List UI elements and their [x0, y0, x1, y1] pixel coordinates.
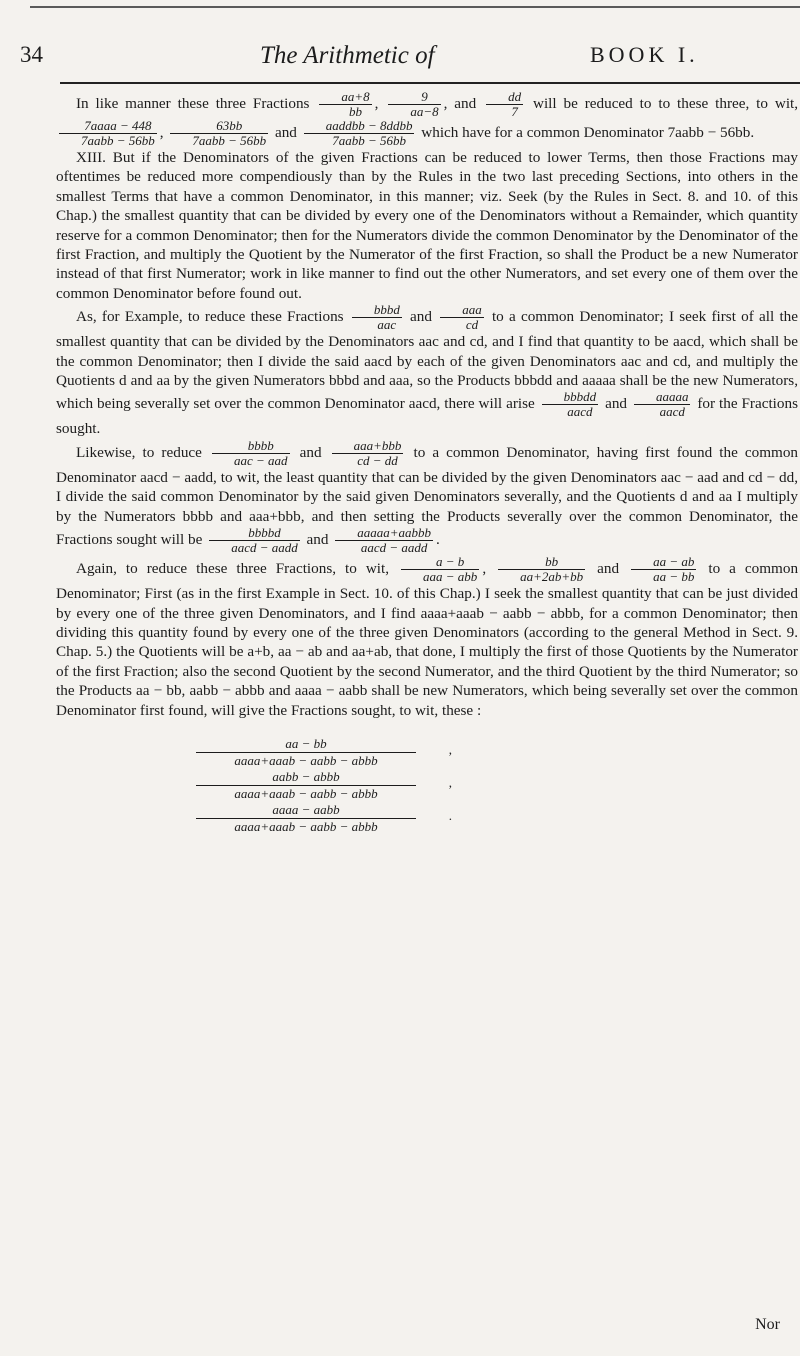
- text-span: to a common Denominator; First (as in the first Example in Sect. 10. of this Chap.) I seek the smallest quantity that can be just divided by every one of the three given Denominators, and I find aaaa+aaab − aabb − abbb, for a common Denominator; then dividing this quantity found by every one of the three given Denominators (according to the general Method in Sect. 9. Chap. 5.) the Quotients will be a+b, aa − ab and aa+ab, that done, I multiply the first of those Quotients by the Numerator of the first Fraction; also the second Quotient by the second Numerator, and the third Quotient by the third Numerator; so the Products aa − bb, aabb − abbb and aaaa − aabb shall be new Numerators, which being severally set over the common Denominator first found, will give the Fractions sought, to wit, these :: [56, 560, 799, 719]
- fraction: [170, 119, 268, 148]
- numerator: aa+8: [319, 90, 371, 105]
- denominator: 7aabb − 56bb: [81, 133, 155, 148]
- fraction: [304, 119, 415, 148]
- numerator: a − b: [401, 555, 479, 570]
- fraction: [542, 390, 599, 419]
- result-fraction: [196, 801, 452, 835]
- numerator: aaa: [440, 303, 484, 318]
- fraction: [209, 526, 300, 555]
- numerator: aa − bb: [196, 736, 416, 753]
- text-span: and: [299, 443, 322, 461]
- numerator: aaddbb − 8ddbb: [304, 119, 415, 134]
- text-span: for the Fractions sought.: [56, 395, 798, 438]
- denominator: aacd: [567, 404, 593, 420]
- numerator: 9: [388, 90, 440, 105]
- denominator: 7aabb − 56bb: [332, 133, 406, 148]
- main-text: [56, 90, 798, 835]
- denominator: aacd: [659, 404, 685, 420]
- text-span: and: [597, 560, 620, 578]
- fraction: [332, 439, 404, 468]
- page-number: 34: [20, 42, 43, 67]
- punctuation: ,: [448, 774, 452, 790]
- text-span: In like manner these three Fractions: [76, 94, 310, 112]
- fraction: [631, 555, 696, 584]
- fraction: [59, 119, 157, 148]
- denominator: bb: [348, 104, 362, 119]
- denominator: aa−8: [410, 104, 439, 119]
- denominator: 7aabb − 56bb: [192, 133, 267, 148]
- text-span: and: [306, 531, 329, 549]
- numerator: aabb − abbb: [196, 769, 416, 786]
- numerator: aaaaa+aabbb: [335, 526, 433, 541]
- fraction: [212, 439, 290, 468]
- fraction: [319, 90, 371, 119]
- text-span: which have for a common Denominator 7aabb − 56bb.: [421, 123, 755, 141]
- numerator: bbbbd: [209, 526, 300, 541]
- text-span: and: [605, 395, 628, 413]
- book-label: BOOK I.: [590, 42, 699, 67]
- header-rule: [60, 82, 800, 84]
- text-span: to a common Denominator; I seek first of all the smallest quantity that can be divided by the Denominators aac and cd, and I find that quantity to be aacd, which shall be the common Denominator; then I divide the said aacd by each of the given Denominators aac and cd, and multiply the Quotients d and aa by the given Numerators bbbd and aaa, so the Products bbbdd and aaaaa shall be the new Numerators, which being severally set over the common Denominator aacd, there will arise: [56, 308, 799, 413]
- denominator: aaaa+aaab − aabb − abbb: [234, 785, 378, 801]
- running-title: The Arithmetic of: [260, 42, 435, 69]
- running-header: [0, 42, 800, 82]
- text-span: and: [410, 308, 432, 326]
- numerator: 7aaaa − 448: [59, 119, 157, 134]
- numerator: 63bb: [170, 119, 268, 134]
- numerator: bbbb: [212, 439, 290, 454]
- denominator: aaa − abb: [423, 569, 478, 585]
- denominator: aaaa+aaab − aabb − abbb: [234, 752, 378, 768]
- paragraph-example-1: [56, 303, 798, 439]
- paragraph-rule-xiii: XIII. But if the Denominators of the given Fractions can be reduced to lower Terms, then those Fractions may oftentimes be reduced more compendiously than by the Rules in the two last preceding Sections, into others in the smallest Terms that have a common Denominator, in this manner; viz. Seek (by the Rules in Sect. 8. and 10. of this Chap.) the smallest quantity that can be divided by every one of the Denominators without a Remainder, which quantity reserve for a common Denominator; then for the Numerators divide the common Denominator by the Denominator of the first Fraction, and multiply the Quotient by the Numerator of the first Fraction, so shall the Product be a new Numerator instead of that first Numerator; work in like manner to find out the other Numerators, and set every one of them over the common Denominator before found out.: [56, 149, 798, 302]
- fraction: [498, 555, 585, 584]
- numerator: bbbd: [352, 303, 402, 318]
- fraction: [335, 526, 433, 555]
- result-fractions: [196, 735, 452, 835]
- text-span: , and: [443, 94, 477, 112]
- text-span: Again, to reduce these three Fractions, to wit,: [76, 560, 390, 578]
- result-fraction: [196, 735, 452, 769]
- numerator: bb: [498, 555, 585, 570]
- numerator: bbbdd: [542, 390, 599, 405]
- numerator: aa − ab: [631, 555, 696, 570]
- numerator: aaaa − aabb: [196, 802, 416, 819]
- paragraph-intro: In like manner these three Fractions $\frac{aa+8}{bb}$ , $\frac{9}{aa-8}$ , and $\frac{dd}{7}$ will be reduced to to these three, to wit, $\frac{\text{7aaaa − 448}}{\text{7aabb − 56bb}}$ , $\frac{63bb}{\text{7aabb − 56bb}}$ and $\frac{\text{aaddbb − 8ddbb}}{\text{7aabb − 56bb}}$ which have for a common Denominator 7aabb − 56bb.: [56, 90, 798, 148]
- fraction: [440, 303, 484, 332]
- numerator: aaaaa: [634, 390, 691, 405]
- denominator: cd: [465, 317, 479, 333]
- denominator: cd − dd: [357, 452, 398, 468]
- paragraph-example-2: Likewise, to reduce $\frac{\text{bbbb}}{\text{aac − aad}}$ and $\frac{\text{aaa+bbb}}{cd - dd}$ to a common Denominator, having first found the common Denominator aacd − aadd, to wit, the least quantity that can be divided by the given Denominators aac − aad and cd − dd, I divide the said common Denominator by the said given Denominators severally, and the Quotients d and aa I multiply by the Numerators bbbb and aaa+bbb, and then setting the Products severally over the common Denominator, the Fractions sought will be $\frac{\text{bbbbd}}{\text{aacd − aadd}}$ and $\frac{\text{aaaaa+aabbb}}{\text{aacd − aadd}}$ .: [56, 437, 799, 556]
- catchword: Nor: [755, 1316, 780, 1333]
- top-border: [30, 6, 800, 8]
- fraction: [352, 303, 402, 332]
- text-span: and: [274, 123, 297, 141]
- denominator: aac − aad: [233, 452, 288, 468]
- text-span: As, for Example, to reduce these Fractions: [76, 308, 344, 326]
- text-span: Likewise, to reduce: [76, 443, 202, 461]
- text-span: to these three, to wit,: [658, 94, 799, 112]
- denominator: aaaa+aaab − aabb − abbb: [234, 818, 378, 834]
- denominator: aacd − aadd: [231, 540, 298, 556]
- fraction: [401, 555, 479, 584]
- text-span: to a common Denominator, having first found the common Denominator aacd − aadd, to wit, the least quantity that can be divided by the given Denominators aac − aad and cd − dd, I divide the said common Denominator by the said given Denominators severally, and the Quotients d and aa I multiply by the Numerators bbbb and aaa+bbb, and then setting the Products severally over the common Denominator, the Fractions sought will be: [56, 443, 799, 549]
- paragraph-example-3: Again, to reduce these three Fractions, to wit, $\frac{a - b}{\text{aaa − abb}}$ , $\frac{bb}{aa+2ab+bb}$ and $\frac{aa - ab}{aa - bb}$ to a common Denominator; First (as in the first Example in Sect. 10. of this Chap.) I seek the smallest quantity that can be just divided by every one of the three given Denominators, and I find aaaa+aaab − aabb − abbb, for a common Denominator; then dividing this quantity found by every one of the three given Denominators (according to the general Method in Sect. 9. Chap. 5.) the Quotients will be a+b, aa − ab and aa+ab, that done, I multiply the first of those Quotients by the Numerator of the first Fraction; also the second Quotient by the second Numerator, and the third Quotient by the third Numerator; so the Products aa − bb, aabb − abbb and aaaa − aabb shall be new Numerators, which being severally set over the common Denominator first found, will give the Fractions sought, to wit, these :: [56, 554, 799, 719]
- punctuation: .: [448, 807, 452, 823]
- denominator: aacd − aadd: [360, 540, 428, 556]
- punctuation: ,: [448, 741, 452, 757]
- text-span: will be reduced to: [532, 94, 652, 112]
- numerator: aaa+bbb: [332, 439, 404, 454]
- result-fraction: [196, 768, 452, 802]
- denominator: 7: [511, 104, 518, 119]
- fraction: [486, 90, 523, 119]
- denominator: aac: [377, 317, 397, 333]
- fraction: [388, 90, 440, 119]
- denominator: aa+2ab+bb: [520, 569, 584, 585]
- fraction: [634, 390, 691, 419]
- numerator: dd: [486, 90, 523, 105]
- denominator: aa − bb: [653, 569, 695, 585]
